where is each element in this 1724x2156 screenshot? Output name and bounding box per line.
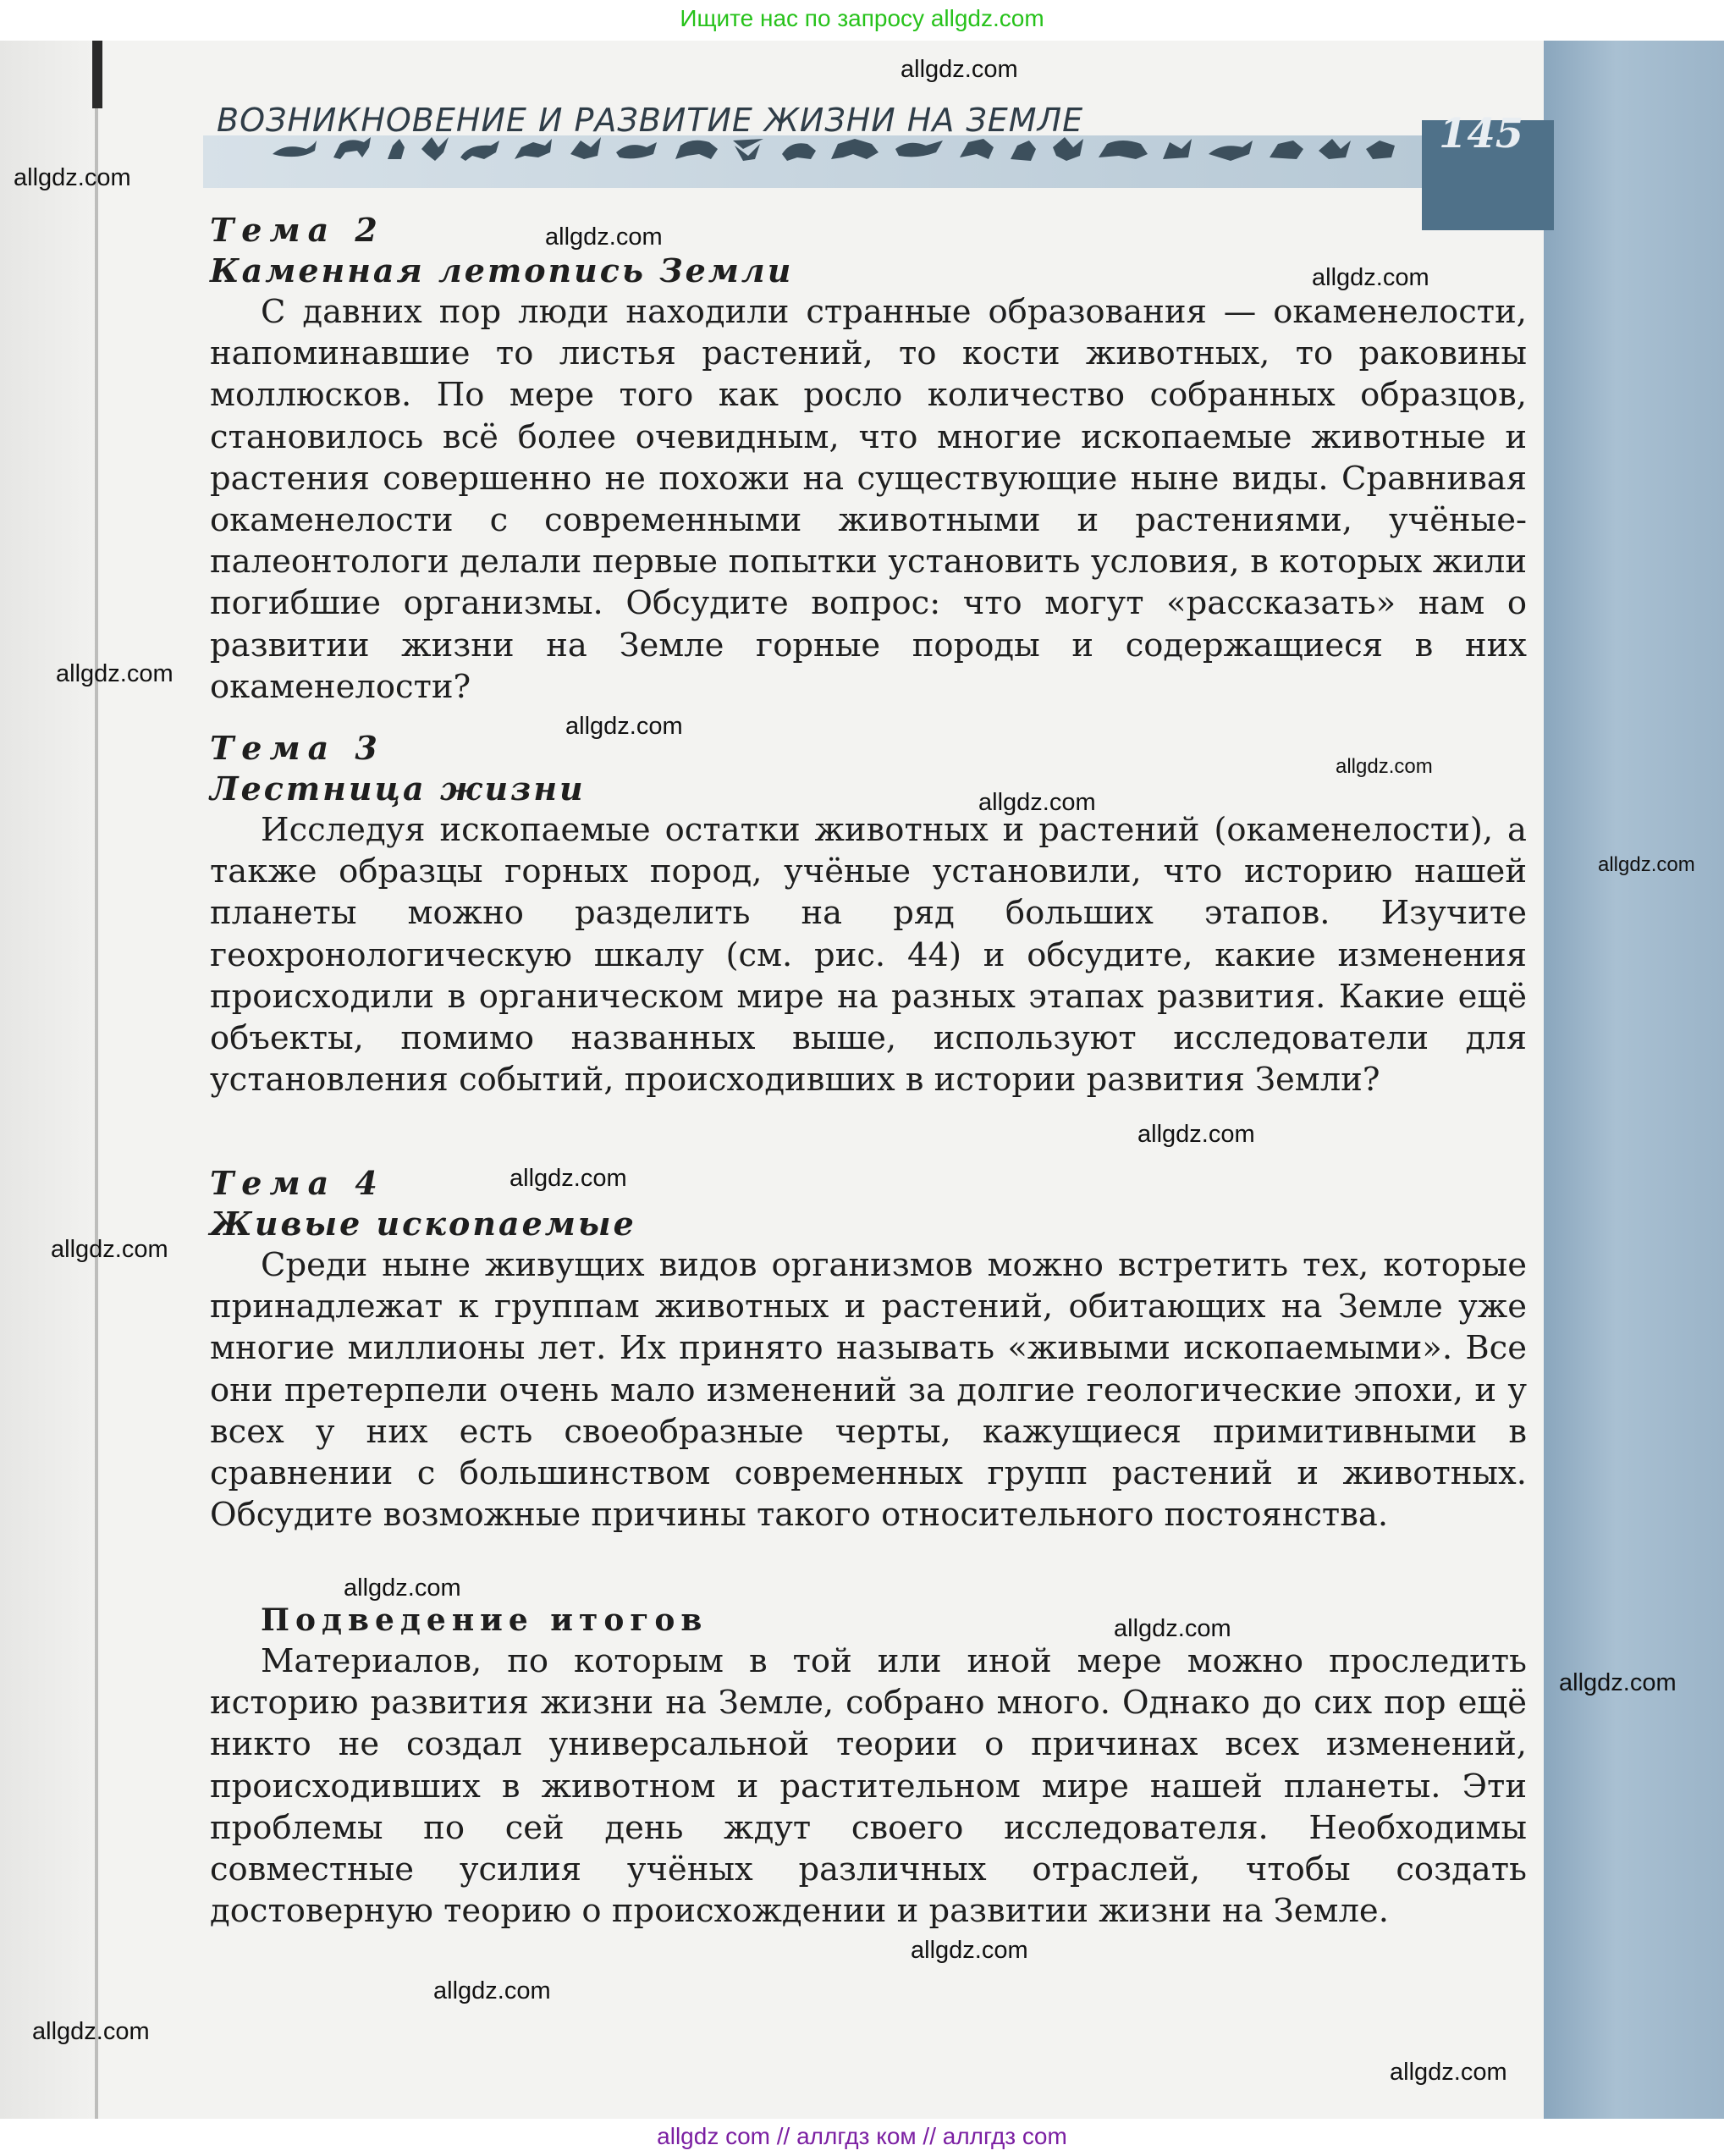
page-gutter <box>0 41 100 2119</box>
watermark: allgdz.com <box>545 223 663 251</box>
watermark: allgdz.com <box>565 713 683 740</box>
watermark: allgdz.com <box>51 1236 168 1263</box>
section-summary <box>210 1600 1527 1932</box>
watermark: allgdz.com <box>1312 264 1429 291</box>
section-topic-4 <box>210 1163 1527 1536</box>
watermark: allgdz.com <box>911 1937 1028 1964</box>
binding-mark <box>92 41 102 108</box>
section-topic-3 <box>210 728 1527 1100</box>
bottom-banner[interactable]: allgdz com // аллгдз ком // аллгдз com <box>657 2123 1067 2149</box>
topic-title: Лестница жизни <box>210 769 586 808</box>
chapter-title: ВОЗНИКНОВЕНИЕ И РАЗВИТИЕ ЖИЗНИ НА ЗЕМЛЕ <box>217 102 1084 139</box>
watermark: allgdz.com <box>1598 853 1695 876</box>
watermark: allgdz.com <box>433 1977 551 2004</box>
watermark: allgdz.com <box>978 789 1096 816</box>
watermark: allgdz.com <box>1390 2059 1507 2086</box>
topic-label: Тема 2 <box>210 211 385 249</box>
watermark: allgdz.com <box>509 1165 627 1192</box>
watermark: allgdz.com <box>901 56 1018 83</box>
topic-label: Тема 3 <box>210 729 385 767</box>
watermark: allgdz.com <box>344 1574 461 1602</box>
watermark: allgdz.com <box>1559 1669 1677 1696</box>
page-number: 145 <box>1439 110 1524 157</box>
topic-title: Каменная летопись Земли <box>210 251 794 289</box>
topic-label: Тема 4 <box>210 1164 385 1202</box>
binding-line <box>95 41 98 2119</box>
summary-title: Подведение итогов <box>261 1602 708 1638</box>
top-banner[interactable]: Ищите нас по запросу allgdz.com <box>680 5 1044 31</box>
paragraph: Исследуя ископаемые остатки животных и растений (окаменелости), а также образцы горных пород, учёные установили, что историю нашей планеты можно разделить на ряд больших этапов. Изучите геохронологическую шкалу (см. рис. 44) и обсудите, какие изменения происходили в органическом мире на разных этапах развития. Какие ещё объекты, помимо названных выше, используют исследователи для установления событий, происходивших в истории развития Земли? <box>210 811 1527 1100</box>
paragraph: Материалов, по которым в той или иной мере можно проследить историю развития жизни на Земле, собрано много. Однако до сих пор ещё никто не создал универсальной теории о причинах всех изменений, происходивших в животном и растительном мире нашей планеты. Эти проблемы по сей день ждут своего исследователя. Необходимы совместные усилия учёных различных отраслей, чтобы создать достоверную теорию о происхождении и развитии жизни на Земле. <box>210 1642 1527 1931</box>
watermark: allgdz.com <box>1336 755 1433 778</box>
paragraph: С давних пор люди находили странные образования — окаменелости, напоминавшие то листья растений, то кости животных, то раковины моллюсков. По мере того как росло количество собранных образцов, становилось всё более очевидным, что многие ископаемые животные и растения совершенно не похожи на существующие ныне виды. Сравнивая окаменелости с современными животными и растениями, учёные-палеонтологи делали первые попытки установить условия, в которых жили погибшие организмы. Обсудите вопрос: что могут «рассказать» нам о развитии жизни на Земле горные породы и содержащиеся в них окаменелости? <box>210 293 1527 706</box>
page-edge-band <box>1544 41 1724 2119</box>
watermark: allgdz.com <box>32 2018 150 2045</box>
watermark: allgdz.com <box>56 660 174 687</box>
watermark: allgdz.com <box>1137 1121 1255 1148</box>
paragraph: Среди ныне живущих видов организмов можно встретить тех, которые принадлежат к группам животных и растений, обитающих на Земле уже многие миллионы лет. Их принято называть «живыми ископаемыми». Все они претерпели очень мало изменений за долгие геологические эпохи, и у всех у них есть своеобразные черты, кажущиеся примитивными в сравнении с большинством современных групп растений и животных. Обсудите возможные причины такого относительного постоянства. <box>210 1246 1527 1535</box>
watermark: allgdz.com <box>14 164 131 191</box>
topic-title: Живые ископаемые <box>210 1205 636 1243</box>
watermark: allgdz.com <box>1114 1615 1231 1642</box>
